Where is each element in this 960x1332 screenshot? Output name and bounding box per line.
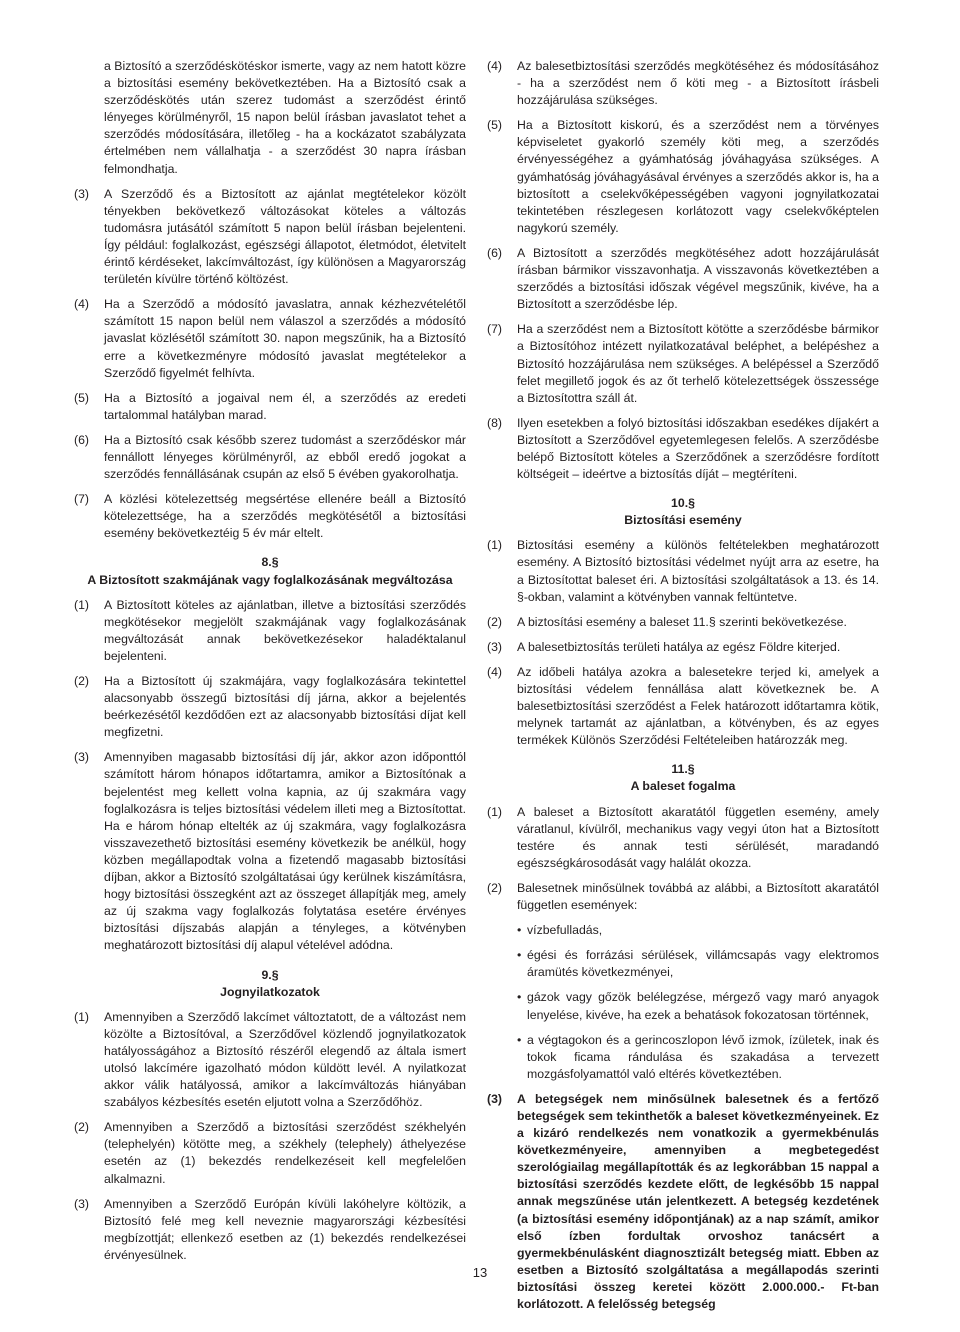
list-item (487, 639, 879, 656)
section-title: Jognyilatkozatok (220, 984, 320, 999)
item-text: Ha a Biztosító a jogaival nem él, a szerződés az eredeti tartalommal hatályban marad. (104, 390, 466, 422)
list-item (74, 390, 466, 424)
section-title: Biztosítási esemény (624, 513, 742, 528)
item-text: A baleset a Biztosított akaratától független esemény, amely váratlanul, kívülről, mechanikus vagy vegyi úton hat a Biztosított testére és annak testi sérülését, maradandó egészségkárosodását vagy halálát okozza. (517, 804, 879, 870)
item-text: A biztosítási esemény a baleset 11.§ szerinti bekövetkezése. (517, 614, 847, 629)
section-number: 9.§ (261, 967, 279, 982)
section-title: A baleset fogalma (630, 779, 736, 794)
bullet-icon: • (517, 948, 522, 963)
item-text: Az balesetbiztosítási szerződés megkötéséhez és módosításához - ha a szerződést nem ő köti meg - a Biztosított írásbeli hozzájárulása szükséges. (517, 59, 879, 108)
bullet-text: a végtagokon és a gerincoszlopon lévő izmok, ízületek, inak és tokok ficama rándulása és szakadása a tervezett mozgásfolyamattól való eltérés következtében. (527, 1032, 879, 1081)
item-number: (1) (487, 538, 503, 553)
bullet-list (517, 922, 879, 1083)
bullet-text: vízbefulladás, (527, 923, 603, 938)
list-item (74, 186, 466, 289)
list-item (487, 804, 879, 872)
list-item (74, 432, 466, 483)
item-text: A balesetbiztosítás területi hatálya az egész Földre kiterjed. (517, 639, 841, 654)
item-text: A Biztosított köteles az ajánlatban, illetve a biztosítási szerződés megkötésekor megjelölt szakmájának vagy foglalkozásának megváltozását annak bekövetkezésekor haladéktalanul bejelenteni. (104, 597, 466, 663)
list-item (487, 415, 879, 483)
item-number: (3) (74, 1196, 90, 1211)
list-item (487, 664, 879, 749)
bullet-icon: • (517, 1032, 522, 1047)
list-item (487, 245, 879, 313)
bullet-text: égési és forrázási sérülések, villámcsapás vagy elektromos áramütés következményei, (527, 948, 879, 980)
item-number: (5) (487, 118, 503, 133)
item-text: Ilyen esetekben a folyó biztosítási időszakban esedékes díjakért a Biztosított a Szerződővel egyetemlegesen felelős. A szerződésbe belépő Biztosított köteles a Szerződőnek a szerződésre fordított költségeit – ideértve a biztosítás díját – megtéríteni. (517, 415, 879, 482)
bullet-icon: • (517, 990, 522, 1005)
item-text: A Szerződő és a Biztosított az ajánlat megtételekor közölt tényekben bekövetkező változásokat köteles a változás tudomásra jutásától számított 5 napon belül írásban bejelenteni. Így például: foglalkozást, egészségi állapotot, életmódot, életvitelt érintő kérdéseket, lakcímváltozást, így különösen a Magyarország területén kívülre történő költözést. (104, 186, 466, 287)
item-number: (3) (487, 639, 503, 654)
item-number: (3) (74, 186, 90, 201)
list-item (487, 58, 879, 109)
item-number: (5) (74, 390, 90, 405)
item-number: (3) (487, 1091, 503, 1106)
item-text: A Biztosított a szerződés megkötéséhez adott hozzájárulását írásban bármikor visszavonhatja. A visszavonás következtében a szerződés a biztosítási időszak végével megszűnik, kivéve, ha a Biztosított a szerződésbe lép. (517, 245, 879, 312)
item-text: Ha a Szerződő a módosító javaslatra, annak kézhezvételétől számított 15 napon belül nem válaszol a szerződés a módosító javaslat közlésétől számított 30. napon megszűnik, ha a Biztosító erre a következményre módosító javaslat megtételekor a Szerződő figyelmét felhívta. (104, 297, 466, 380)
right-column (487, 58, 879, 1321)
bullet-item (517, 922, 879, 939)
list-item (487, 880, 879, 914)
item-text: Balesetnek minősülnek továbbá az alábbi, a Biztosított akaratától független események: (517, 880, 879, 913)
item-number: (4) (74, 297, 90, 312)
section-9-heading (74, 967, 466, 1001)
list-item (74, 1196, 466, 1264)
list-item (487, 321, 879, 406)
item-text: A közlési kötelezettség megsértése ellenére beáll a Biztosító kötelezettsége, ha a szerződés megkötésétől a biztosítási esemény bekövetkeztéig 5 év már eltelt. (104, 492, 466, 541)
bullet-item (517, 1032, 879, 1083)
item-text: Amennyiben a Szerződő a biztosítási szerződést székhelyén (telephelyén) kötötte meg, a székhely (telephely) áthelyezése esetén az (1) bekezdés rendelkezéseit kell megfelelően alkalmazni. (104, 1120, 466, 1186)
item-number: (2) (487, 880, 503, 895)
item-number: (6) (487, 245, 503, 260)
item-number: (2) (74, 1120, 90, 1135)
bullet-item (517, 947, 879, 981)
list-item (487, 117, 879, 237)
item-text: Az időbeli hatálya azokra a balesetekre terjed ki, amelyek a biztosítási védelem fennállása alatt következnek be. A balesetbiztosítási szerződést a Felek határozott időtartamra kötik, melynek tartamát az ajánlatban, a kötvényben, és az egyes termékek Különös Szerződési Feltételeiben határozzák meg. (517, 664, 879, 748)
list-item (74, 296, 466, 381)
item-number: (1) (74, 1009, 90, 1024)
item-number: (1) (487, 804, 503, 819)
list-item (74, 491, 466, 542)
item-number: (3) (74, 750, 90, 765)
list-item (74, 1009, 466, 1112)
section-number: 8.§ (261, 555, 279, 570)
item-number: (6) (74, 432, 90, 447)
page-number: 13 (472, 1265, 488, 1280)
section-10-heading (487, 495, 879, 529)
item-text: Amennyiben a Szerződő Európán kívüli lakóhelyre költözik, a Biztosító felé meg kell neveznie magyarországi kézbesítési megbízottját; ellenkező esetben az (1) bekezdés rendelkezései érvényesülnek. (104, 1196, 466, 1262)
item-text: Ha a Biztosított új szakmájára, vagy foglalkozására tekintettel alacsonyabb összegű biztosítási díj járna, akkor a bejelentés beérkezésétől kezdődően ezt az alacsonyabb biztosítási díjat kell megfizetni. (104, 674, 466, 740)
list-item (487, 537, 879, 605)
item-number: (2) (487, 614, 503, 629)
list-item (74, 749, 466, 954)
left-column (74, 58, 466, 1272)
bullet-icon: • (517, 923, 522, 938)
intro-paragraph: a Biztosító a szerződéskötéskor ismerte, vagy az nem hatott közre a biztosítási esemény bekövetkeztében. Ha a Biztosító csak a szerződéskötés után szerez tudomást a szerződést érintő lényeges körülményről, 15 napon belül írásban javaslatot tehet a szerződés módosítására, illetőleg - ha a kockázatot szabályzata értelmében nem vállalhatja - a szerződést 30 napra írásban felmondhatja. (104, 59, 466, 176)
list-item (74, 673, 466, 741)
item-text: Ha a szerződést nem a Biztosított kötötte a szerződésbe bármikor a Biztosítóhoz intézett nyilatkozatával beléphet, a belépéshez a Biztosító hozzájárulása nem szükséges. A belépéssel a Szerződő felet megillető jogok és az őt terhelő kötelezettségek összessége a Biztosítottra száll át. (517, 322, 879, 405)
item-number: (4) (487, 664, 503, 679)
list-item (74, 1119, 466, 1187)
section-number: 10.§ (671, 496, 695, 511)
list-item (487, 614, 879, 631)
item-text: Amennyiben a Szerződő lakcímet változtatott, de a változást nem közölte a Biztosítóval, a Szerződővel közlendő jognyilatkozatok hatályosságához a Biztosító részéről elegendő az általa ismert utolsó lakcímére igazolható módon küldött levél. A nyilatkozat akkor válik hatályossá, amikor a lakcímváltozás hiányában szabályos kézbesítés esetén eljutott volna a Szerződőhöz. (104, 1009, 466, 1110)
bullet-text: gázok vagy gőzök belélegzése, mérgező vagy maró anyagok lenyelése, kivéve, ha ezek a behatások fokozatosan történnek, (527, 990, 879, 1022)
item-number: (7) (74, 492, 90, 507)
item-text: A betegségek nem minősülnek balesetnek és a fertőző betegségek sem tekinthetők a baleset következményeinek. Ez a kizáró rendelkezés nem vonatkozik a gyermekbénulás következményeire, amennyiben a megbetegedést szerológiailag megállapították és az legkorábban 15 nappal a biztosítási szerződés kezdete előtt, de legkésőbb 15 nappal annak megszűnése után jelentkezett. A betegség kezdetének (a biztosítási esemény időpontjának) az a nap számít, amikor első ízben fordultak orvoshoz tanácsért a gyermekbénulásként diagnosztizált betegség miatt. Ebben az esetben a Biztosító szolgáltatása a megállapodás szerinti biztosítási összeg keretei között 2.000.000.- Ft-ban korlátozott. A felelősség betegség (517, 1091, 879, 1311)
section-title: A Biztosított szakmájának vagy foglalkozásának megváltozása (87, 572, 453, 587)
item-number: (7) (487, 322, 503, 337)
section-11-heading (487, 761, 879, 795)
item-text: Ha a Biztosító csak később szerez tudomást a szerződéskor már fennállott lényeges körülményről, az ebből eredő jogokat a szerződés fennállásának csupán az első 5 évében gyakorolhatja. (104, 432, 466, 482)
list-item (74, 597, 466, 665)
bullet-item (517, 989, 879, 1023)
item-number: (2) (74, 674, 90, 688)
item-text: Ha a Biztosított kiskorú, és a szerződést nem a törvényes képviseletet gyakorló személy köti meg, a szerződés érvényességéhez a gyámhatóság jóváhagyása szükséges. A gyámhatóság jóváhagyásával érvényes a szerződés akkor is, ha a biztosított a cselekvőképességében vagyoni jognyilatkozatai tekintetében részlegesen korlátozott vagy cselekvőképtelen nagykorú személy. (517, 118, 879, 235)
item-text: Amennyiben magasabb biztosítási díj jár, akkor azon időponttól számított három hónapos időtartamra, amikor a Biztosítónak a bejelentést meg kellett volna kapnia, az új szakmára vagy foglalkozásra is teljes biztosítási védelem illeti meg a Biztosítottat. Ha e három hónap eltelték az új szakmára, vagy foglalkozásra visszavezethető biztosítási esemény következik be anélkül, hogy közben megállapodtak volna a fizetendő magasabb biztosítási díjban, akkor a Biztosító szolgáltatásai úgy kerülnek kiszámításra, hogy biztosítási összegként azt az összeget állapítják meg, amely az új szakma vagy foglalkozás folytatása esetére érvényes biztosítási díjszabás alapján a tényleges, a kötvényben meghatározott biztosítási díj alapul vételével adódna. (104, 750, 466, 953)
item-number: (1) (74, 597, 90, 612)
item-number: (8) (487, 415, 503, 430)
item-number: (4) (487, 59, 503, 73)
section-number: 11.§ (671, 762, 695, 777)
section-8-heading (74, 554, 466, 588)
item-text: Biztosítási esemény a különös feltételekben meghatározott esemény. A Biztosító biztosítási védelmet nyújt arra az esetre, ha a Biztosítottat baleset éri. A biztosítási szolgáltatások a 13. és 14. §-okban, valamint a kötvényben vannak feltüntetve. (517, 538, 879, 604)
